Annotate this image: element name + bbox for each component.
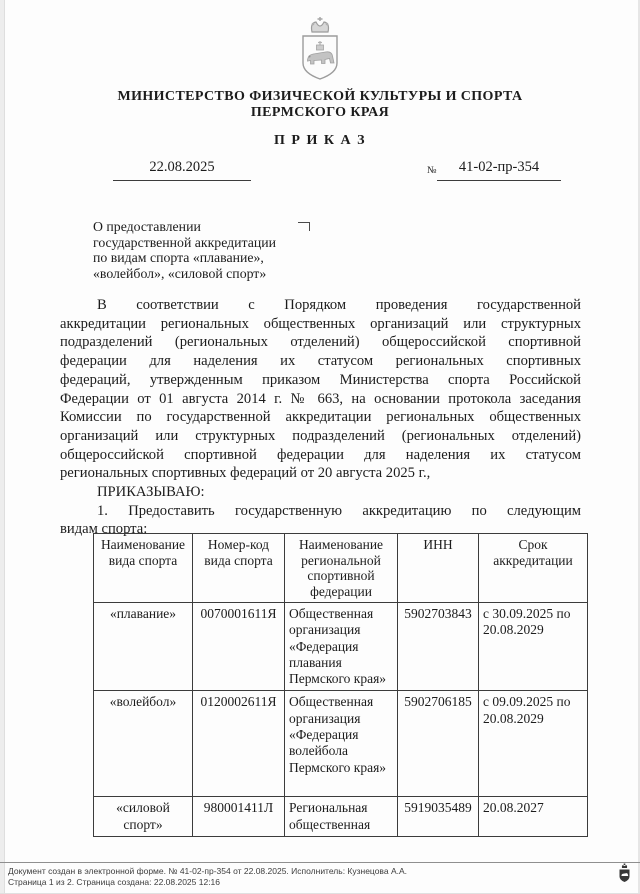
cell-code: 0120002611Я [193, 691, 285, 797]
cell-inn: 5919035489 [398, 797, 479, 837]
cell-code: 980001411Л [193, 797, 285, 837]
col-header-inn: ИНН [398, 534, 479, 603]
text-line: О предоставлении [93, 219, 201, 234]
table-row [94, 691, 588, 797]
order-date-value: 22.08.2025 [149, 159, 215, 175]
ministry-name-line1: МИНИСТЕРСТВО ФИЗИЧЕСКОЙ КУЛЬТУРЫ И СПОРТА [117, 89, 523, 104]
cell-sport: «плавание» [94, 603, 193, 691]
text-line: по видам спорта «плавание», [93, 250, 264, 265]
cell-sport: «волейбол» [94, 691, 193, 797]
cell-code: 0070001611Я [193, 603, 285, 691]
cell-federation: Общественная организация «Федерация волейбола Пермского края» [285, 691, 398, 797]
cell-inn: 5902706185 [398, 691, 479, 797]
text-line: В соответствии с Порядком проведения государственной [97, 297, 581, 313]
col-header-term: Срок аккредитации [479, 534, 588, 603]
cell-term: с 09.09.2025 по 20.08.2029 [479, 691, 588, 797]
footer-separator [0, 862, 640, 863]
text-line: организаций или структурных подразделений (региональных отделений) [60, 427, 581, 444]
text-line: региональных спортивных федераций от 20 августа 2025 г., [60, 465, 431, 482]
text-line: аккредитации региональных общественных организаций или структурных [60, 315, 581, 332]
order-body [60, 296, 581, 539]
perm-krai-coat-of-arms-icon [292, 16, 348, 86]
page-left-edge [0, 0, 5, 894]
cell-inn: 5902703843 [398, 603, 479, 691]
order-subject [93, 219, 305, 281]
cell-term: с 30.09.2025 по 20.08.2029 [479, 603, 588, 691]
number-sign: № [427, 165, 437, 176]
corner-mark-icon [298, 222, 310, 231]
order-number-value: 41-02-пр-354 [437, 159, 561, 181]
col-header-code: Номер-код вида спорта [193, 534, 285, 603]
text-line: Комиссии по государственной аккредитации региональных общественных [60, 409, 581, 426]
text-line: государственной аккредитации [93, 234, 277, 250]
table-header-row [94, 534, 588, 603]
order-number [427, 159, 563, 181]
text-line: Федерации от 01 августа 2014 г. № 663, на основании протокола заседания [60, 390, 581, 407]
ministry-name-line2: ПЕРМСКОГО КРАЯ [250, 104, 390, 120]
order-date [113, 159, 251, 181]
footer-line1: Документ создан в электронной форме. № 41-02-пр-354 от 22.08.2025. Исполнитель: Кузнецова А.А. [8, 866, 408, 876]
text-line: видам спорта: [60, 521, 148, 538]
text-line: «волейбол», «силовой спорт» [93, 265, 267, 281]
cell-sport: «силовой спорт» [94, 797, 193, 837]
text-line: подразделений (региональных отделений) общероссийской спортивной [60, 334, 581, 351]
cell-federation: Региональная общественная [285, 797, 398, 837]
ministry-name [30, 89, 610, 120]
document-type-title: П Р И К А З [274, 133, 366, 148]
text-line: общероссийской спортивной федерации для наделения их статусом [60, 446, 581, 463]
table-row [94, 797, 588, 837]
preamble-paragraph [60, 296, 581, 483]
footer-line2: Страница 1 из 2. Страница создана: 22.08.2025 12:16 [8, 876, 221, 887]
text-line: федераций, утвержденным приказом Министерства спорта Российской [60, 371, 581, 388]
cell-term: 20.08.2027 [479, 797, 588, 837]
table-row [94, 603, 588, 691]
col-header-sport: Наименование вида спорта [94, 534, 193, 603]
text-line: 1. Предоставить государственную аккредитацию по следующим [97, 502, 581, 519]
prikaz-keyword: ПРИКАЗЫВАЮ: [97, 484, 205, 501]
perm-krai-mini-emblem-icon [618, 863, 631, 883]
accreditation-table [93, 533, 588, 837]
col-header-federation: Наименование региональной спортивной федерации [285, 534, 398, 603]
cell-federation: Общественная организация «Федерация плавания Пермского края» [285, 603, 398, 691]
text-line: федерации для наделения их статусом региональных спортивных [60, 353, 581, 370]
footer-info [8, 866, 598, 887]
